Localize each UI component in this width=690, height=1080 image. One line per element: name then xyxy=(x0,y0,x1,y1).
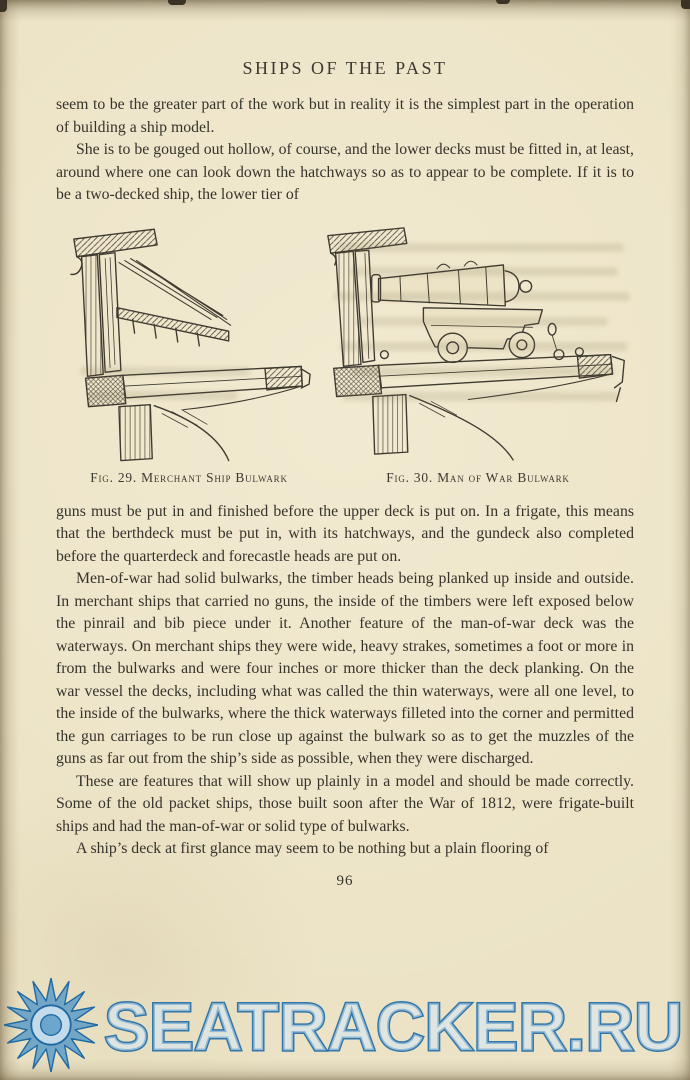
frame-timber xyxy=(373,394,408,453)
figure-man-of-war-bulwark xyxy=(322,215,634,486)
body-text-lower xyxy=(56,501,634,861)
figure-merchant-bulwark xyxy=(56,215,322,486)
seatracker-watermark xyxy=(4,976,688,1074)
body-text-upper xyxy=(56,94,634,207)
hull-curves xyxy=(410,374,611,460)
paragraph: seem to be the greater part of the work but in reality it is the simplest part in the operation of building a ship model. xyxy=(56,96,634,136)
page-number: 96 xyxy=(336,872,354,889)
paragraph: guns must be put in and finished before the upper deck is put on. In a frigate, this means that the berthdeck must be put in, with its hatchways, and the gundeck also completed before the quarterdeck and forecastle heads are put on. xyxy=(56,502,634,565)
cannon-drawing xyxy=(372,261,543,362)
figure-caption: Fig. 30. Man of War Bulwark xyxy=(386,469,570,485)
paragraph: She is to be gouged out hollow, of course, and the lower decks must be fitted in, at least, around where one can look down the hatchways so as to appear to be complete. If it is to be a two-decked ship, the lower tier of xyxy=(56,141,634,203)
figure-caption: Fig. 29. Merchant Ship Bulwark xyxy=(90,469,288,485)
deck-planking xyxy=(86,366,311,406)
man-of-war-bulwark-drawing xyxy=(322,215,634,465)
pinrail xyxy=(117,258,231,345)
paragraph: These are features that will show up plainly in a model and should be made correctly. Some of the old packet ships, those built soon after the War of 1812, were frigate-built ships and had the man-of-war or solid type of bulwarks. xyxy=(56,772,634,835)
watermark-wordmark xyxy=(100,984,688,1066)
bulwark-timbers xyxy=(82,252,121,376)
page-title: SHIPS OF THE PAST xyxy=(242,58,448,78)
watermark-text: SEATRACKER.RU xyxy=(104,988,683,1065)
paragraph: A ship’s deck at first glance may seem to be nothing but a plain flooring of xyxy=(76,840,549,857)
deck-planking xyxy=(334,354,625,401)
scan-edge-artifact xyxy=(0,0,7,12)
merchant-bulwark-drawing xyxy=(64,215,314,465)
figures-row xyxy=(56,215,634,486)
scan-edge-artifact xyxy=(496,0,510,4)
sunburst-logo xyxy=(4,978,98,1072)
frame-timber xyxy=(119,404,152,460)
scan-edge-artifact xyxy=(168,0,186,5)
paragraph: Men-of-war had solid bulwarks, the timber heads being planked up inside and outside. In merchant ships that carried no guns, the inside of the timbers were left exposed below the pinrail and bib piece under it. Another feature of the man-of-war deck was the waterways. On merchant ships they were wide, heavy strakes, sometimes a foot or more in from the bulwarks and were four inches or more thicker than the deck planking. On the war vessel the decks, including what was called the thin waterways, were all one level, to the inside of the bulwarks, where the thick waterways filleted into the corner and permitted the gun carriages to be run close up against the bulwark so as to get the muzzles of the guns as far out from the ship’s side as possible, when they were discharged. xyxy=(56,570,634,767)
scan-edge-artifact xyxy=(681,0,690,9)
hull-curves xyxy=(154,386,301,461)
solid-bulwark-timbers xyxy=(336,250,375,366)
